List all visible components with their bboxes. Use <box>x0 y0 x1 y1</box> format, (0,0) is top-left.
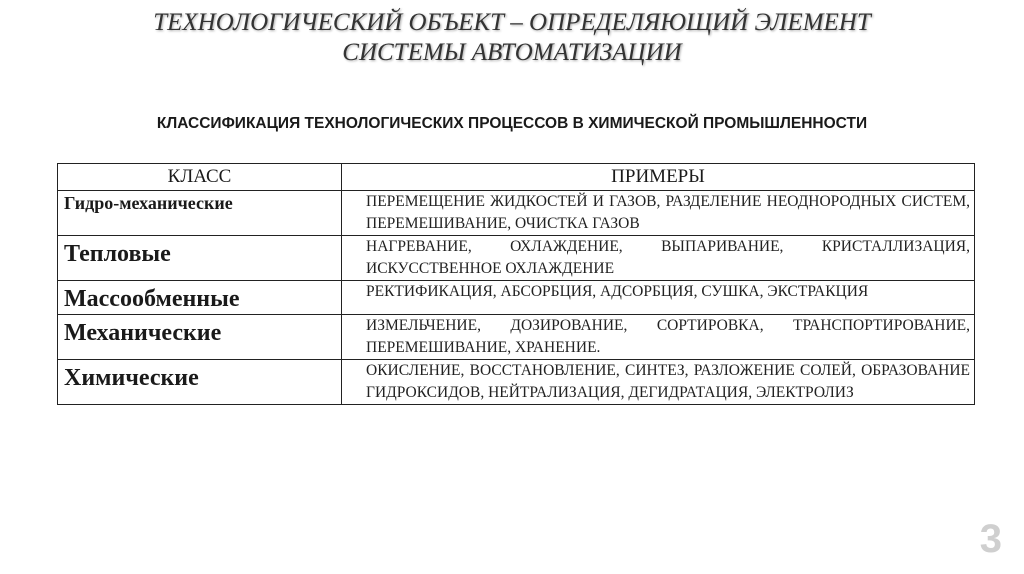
examples-cell: ИЗМЕЛЬЧЕНИЕ, ДОЗИРОВАНИЕ, СОРТИРОВКА, ТРАНСПОРТИРОВАНИЕ, ПЕРЕМЕШИВАНИЕ, ХРАНЕНИЕ. <box>342 315 975 360</box>
class-cell: Механические <box>58 315 342 360</box>
slide-title <box>0 8 1024 68</box>
examples-cell: РЕКТИФИКАЦИЯ, АБСОРБЦИЯ, АДСОРБЦИЯ, СУШКА, ЭКСТРАКЦИЯ <box>342 281 975 315</box>
table-caption: КЛАССИФИКАЦИЯ ТЕХНОЛОГИЧЕСКИХ ПРОЦЕССОВ В ХИМИЧЕСКОЙ ПРОМЫШЛЕННОСТИ <box>156 115 868 132</box>
slide-title-line-2: СИСТЕМЫ АВТОМАТИЗАЦИИ <box>342 39 682 66</box>
class-cell: Гидро-механические <box>58 191 342 236</box>
examples-cell: ОКИСЛЕНИЕ, ВОССТАНОВЛЕНИЕ, СИНТЕЗ, РАЗЛОЖЕНИЕ СОЛЕЙ, ОБРАЗОВАНИЕ ГИДРОКСИДОВ, НЕЙТРАЛИЗАЦИЯ, ДЕГИДРАТАЦИЯ, ЭЛЕКТРОЛИЗ <box>342 360 975 405</box>
page-number: 3 <box>979 517 1002 561</box>
table-row <box>58 315 975 360</box>
table-row <box>58 281 975 315</box>
header-examples: ПРИМЕРЫ <box>342 164 975 191</box>
class-cell: Химические <box>58 360 342 405</box>
slide-title-line-1: ТЕХНОЛОГИЧЕСКИЙ ОБЪЕКТ – ОПРЕДЕЛЯЮЩИЙ ЭЛЕМЕНТ <box>153 9 871 36</box>
class-cell: Тепловые <box>58 236 342 281</box>
examples-cell: ПЕРЕМЕЩЕНИЕ ЖИДКОСТЕЙ И ГАЗОВ, РАЗДЕЛЕНИЕ НЕОДНОРОДНЫХ СИСТЕМ, ПЕРЕМЕШИВАНИЕ, ОЧИСТКА ГАЗОВ <box>342 191 975 236</box>
table-header-row <box>58 164 975 191</box>
header-class: КЛАСС <box>58 164 342 191</box>
class-cell: Массообменные <box>58 281 342 315</box>
table-row <box>58 191 975 236</box>
table-row <box>58 360 975 405</box>
examples-cell: НАГРЕВАНИЕ, ОХЛАЖДЕНИЕ, ВЫПАРИВАНИЕ, КРИСТАЛЛИЗАЦИЯ, ИСКУССТВЕННОЕ ОХЛАЖДЕНИЕ <box>342 236 975 281</box>
classification-table <box>57 163 975 405</box>
table-row <box>58 236 975 281</box>
